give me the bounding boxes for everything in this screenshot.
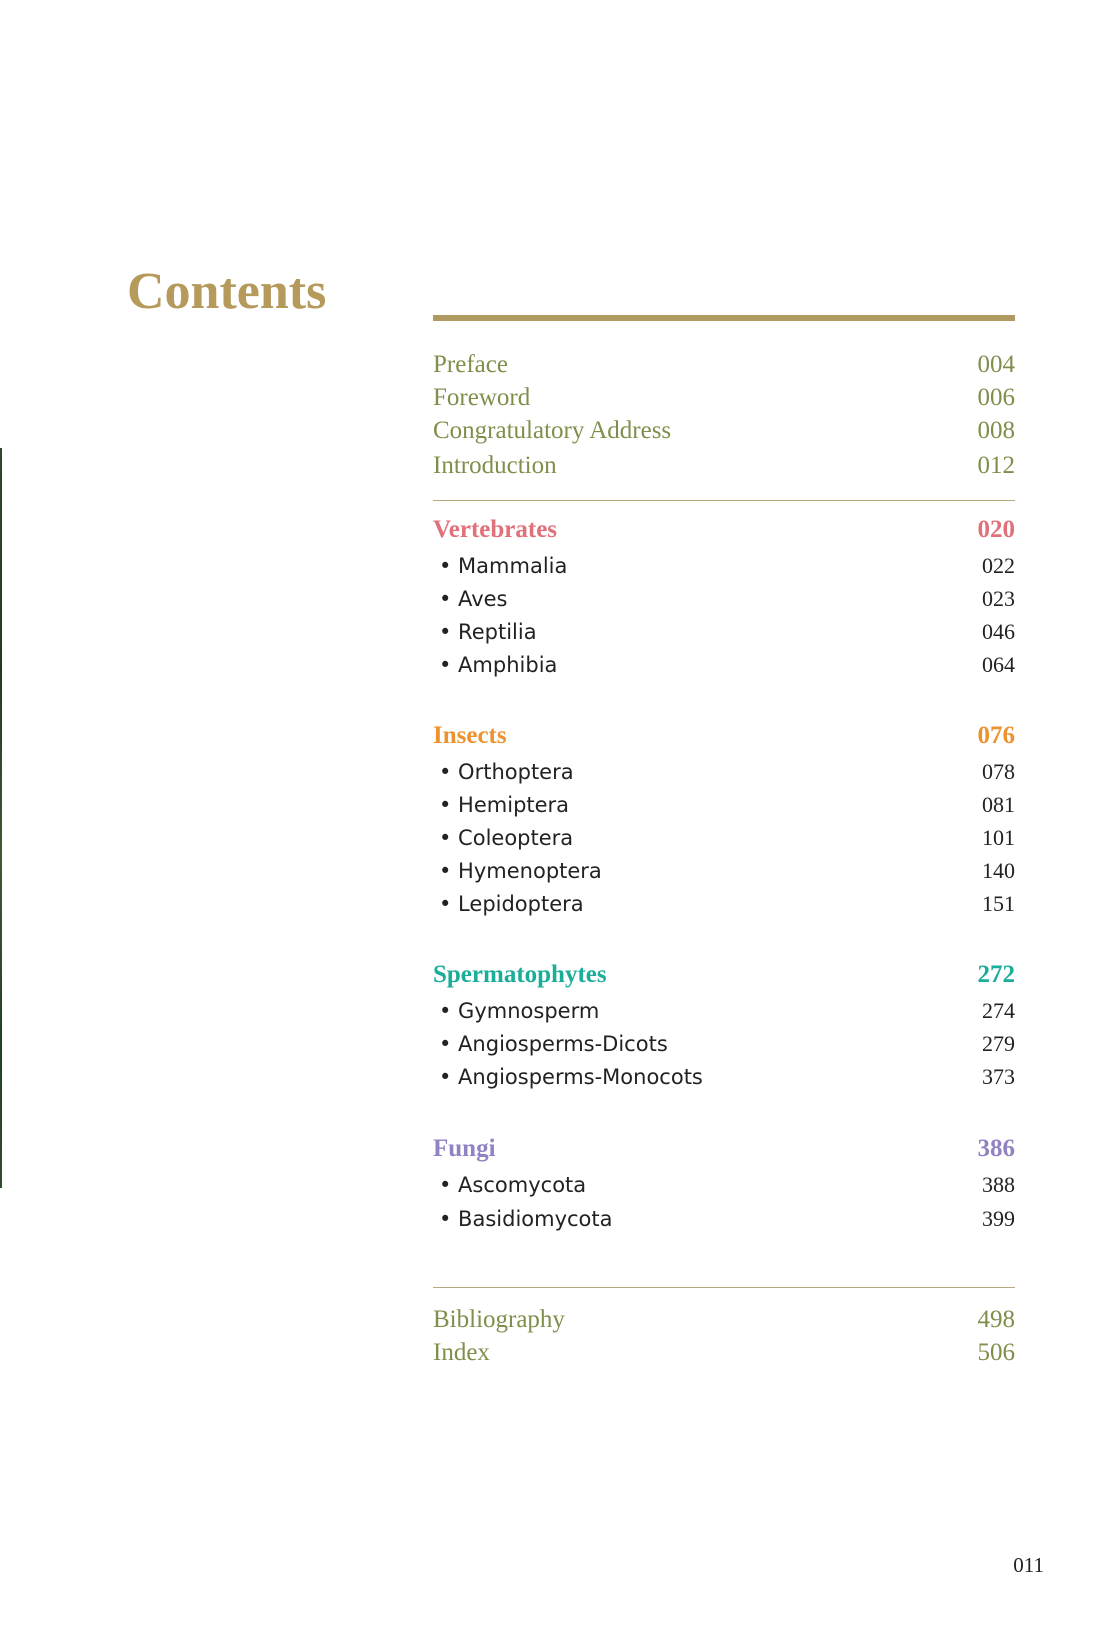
section-heading-spermatophytes[interactable] [433,962,1015,987]
toc-subentry-page: 151 [982,891,1015,916]
page-title: Contents [127,263,327,320]
section-page: 020 [977,516,1015,543]
toc-subentry-label: • Angiosperms-Monocots [439,1065,703,1089]
divider [433,1287,1015,1288]
toc-subentry[interactable] [433,588,1015,610]
toc-entry-label: Foreword [433,384,531,411]
section-page: 076 [977,722,1015,749]
section-title: Spermatophytes [433,961,607,988]
toc-entry-label: Congratulatory Address [433,417,672,444]
toc-subentry-label: • Basidiomycota [439,1207,613,1231]
toc-entry-label: Bibliography [433,1306,565,1333]
toc-entry-page: 506 [977,1339,1015,1366]
section-heading-insects[interactable] [433,723,1015,748]
toc-subentry-label: • Hemiptera [439,793,570,817]
toc-entry-preface[interactable] [433,352,1015,377]
section-title: Fungi [433,1135,496,1162]
toc-subentry-label: • Aves [439,587,508,611]
toc-entry-page: 008 [977,417,1015,444]
toc-entry-congratulatory-address[interactable] [433,418,1015,443]
toc-entry-page: 006 [977,384,1015,411]
section-page: 386 [977,1135,1015,1162]
toc-subentry[interactable] [433,761,1015,783]
toc-subentry-label: • Mammalia [439,554,568,578]
toc-entry-page: 498 [977,1306,1015,1333]
toc-subentry[interactable] [433,1174,1015,1196]
toc-subentry-page: 388 [982,1172,1015,1197]
toc-subentry-page: 373 [982,1064,1015,1089]
toc-entry-index[interactable] [433,1340,1015,1365]
toc-subentry-label: • Gymnosperm [439,999,600,1023]
toc-subentry-page: 064 [982,652,1015,677]
section-page: 272 [977,961,1015,988]
toc-subentry[interactable] [433,555,1015,577]
section-title: Insects [433,722,507,749]
toc-subentry-page: 399 [982,1206,1015,1231]
toc-entry-page: 004 [977,351,1015,378]
toc-subentry[interactable] [433,621,1015,643]
toc-subentry-label: • Orthoptera [439,760,574,784]
toc-subentry[interactable] [433,654,1015,676]
section-heading-fungi[interactable] [433,1136,1015,1161]
section-title: Vertebrates [433,516,558,543]
toc-subentry-page: 023 [982,586,1015,611]
toc-subentry-label: • Amphibia [439,653,558,677]
toc-subentry[interactable] [433,827,1015,849]
toc-subentry-label: • Angiosperms-Dicots [439,1032,668,1056]
title-rule [433,315,1015,321]
toc-subentry-page: 140 [982,858,1015,883]
toc-entry-label: Preface [433,351,508,378]
toc-subentry-page: 274 [982,998,1015,1023]
toc-subentry[interactable] [433,1033,1015,1055]
toc-subentry-label: • Ascomycota [439,1173,587,1197]
toc-entry-page: 012 [977,452,1015,479]
toc-entry-label: Index [433,1339,490,1366]
toc-subentry-page: 081 [982,792,1015,817]
toc-entry-label: Introduction [433,452,557,479]
section-heading-vertebrates[interactable] [433,517,1015,542]
toc-subentry-page: 046 [982,619,1015,644]
toc-subentry[interactable] [433,860,1015,882]
page-number: 011 [1013,1553,1044,1577]
toc-subentry-label: • Coleoptera [439,826,574,850]
toc-subentry-label: • Reptilia [439,620,537,644]
toc-subentry[interactable] [433,893,1015,915]
toc-subentry-label: • Lepidoptera [439,892,584,916]
toc-subentry[interactable] [433,1066,1015,1088]
toc-entry-foreword[interactable] [433,385,1015,410]
toc-subentry[interactable] [433,1000,1015,1022]
toc-subentry-page: 022 [982,553,1015,578]
toc-subentry-page: 279 [982,1031,1015,1056]
toc-subentry[interactable] [433,794,1015,816]
toc-entry-introduction[interactable] [433,453,1015,478]
toc-subentry-label: • Hymenoptera [439,859,602,883]
toc-subentry[interactable] [433,1208,1015,1230]
divider [433,500,1015,501]
adjacent-page-photo-edge [0,448,2,1188]
toc-entry-bibliography[interactable] [433,1307,1015,1332]
toc-subentry-page: 101 [982,825,1015,850]
toc-subentry-page: 078 [982,759,1015,784]
